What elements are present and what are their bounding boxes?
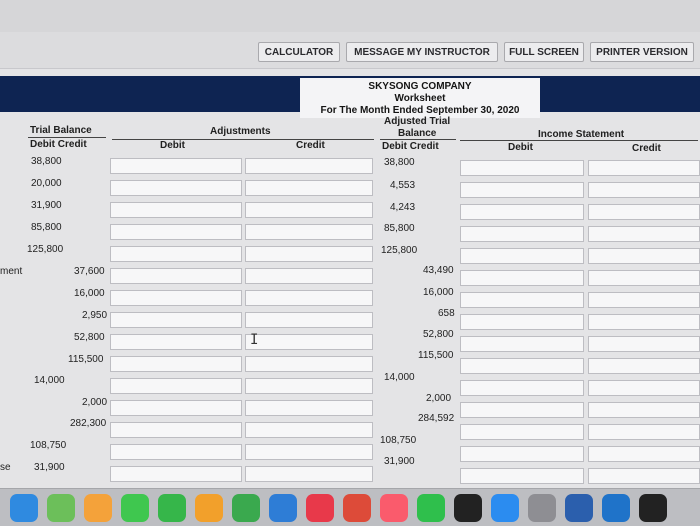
toolbar <box>0 32 700 69</box>
row-label-partial: se <box>0 462 11 473</box>
tb-debit-value: 85,800 <box>31 222 62 233</box>
facetime-icon[interactable] <box>158 494 186 522</box>
is-debit-input[interactable] <box>460 248 584 264</box>
is-debit-input[interactable] <box>460 270 584 286</box>
is-credit-input[interactable] <box>588 358 700 374</box>
adj-credit-input[interactable] <box>245 224 373 240</box>
maps-icon[interactable] <box>47 494 75 522</box>
adj-debit-input[interactable] <box>110 444 242 460</box>
music-icon[interactable] <box>380 494 408 522</box>
finder-icon[interactable] <box>10 494 38 522</box>
atb-credit-value: 43,490 <box>423 265 454 276</box>
atb-credit-value: 284,592 <box>418 413 455 424</box>
adj-debit-input[interactable] <box>110 180 242 196</box>
atb-debit-value: 14,000 <box>384 372 415 383</box>
tb-debit-value: 125,800 <box>27 244 64 255</box>
adj-debit-input[interactable] <box>110 268 242 284</box>
photos-icon[interactable] <box>84 494 112 522</box>
atb-debit-value: 85,800 <box>384 223 415 234</box>
header-trial-balance: Trial Balance <box>30 125 92 136</box>
app-store-icon[interactable] <box>491 494 519 522</box>
header-income-statement: Income Statement <box>538 129 625 140</box>
adj-debit-input[interactable] <box>110 400 242 416</box>
keynote-icon[interactable] <box>269 494 297 522</box>
tb-credit-value: 2,950 <box>82 310 108 321</box>
adj-credit-input[interactable] <box>245 400 373 416</box>
is-credit-input[interactable] <box>588 270 700 286</box>
is-debit-input[interactable] <box>460 424 584 440</box>
adj-debit-input[interactable] <box>110 202 242 218</box>
worksheet-period: For The Month Ended September 30, 2020 <box>320 105 520 116</box>
browser-top-strip <box>0 0 700 32</box>
adj-debit-input[interactable] <box>110 356 242 372</box>
adj-credit-input[interactable] <box>245 444 373 460</box>
header-tb-debit-credit: Debit Credit <box>30 139 87 150</box>
outlook-icon[interactable] <box>602 494 630 522</box>
atb-debit-value: 4,243 <box>390 202 416 213</box>
adj-debit-input[interactable] <box>110 312 242 328</box>
wechat-icon[interactable] <box>417 494 445 522</box>
is-debit-input[interactable] <box>460 336 584 352</box>
atb-debit-value: 38,800 <box>384 157 415 168</box>
tb-underline <box>28 137 106 138</box>
tb-credit-value: 2,000 <box>82 397 108 408</box>
atb-debit-value: 4,553 <box>390 180 416 191</box>
is-debit-input[interactable] <box>460 402 584 418</box>
header-atb-line2: Balance <box>398 128 437 139</box>
header-adj-debit: Debit <box>160 140 185 151</box>
news-icon[interactable] <box>306 494 334 522</box>
is-credit-input[interactable] <box>588 468 700 484</box>
is-credit-input[interactable] <box>588 402 700 418</box>
is-credit-input[interactable] <box>588 204 700 220</box>
adj-credit-input[interactable] <box>245 466 373 482</box>
is-debit-input[interactable] <box>460 380 584 396</box>
adj-debit-input[interactable] <box>110 290 242 306</box>
word-icon[interactable] <box>565 494 593 522</box>
tb-debit-value: 38,800 <box>31 156 62 167</box>
adj-credit-input[interactable] <box>245 422 373 438</box>
adj-credit-input[interactable] <box>245 202 373 218</box>
is-credit-input[interactable] <box>588 314 700 330</box>
tb-credit-value: 282,300 <box>70 418 107 429</box>
header-is-debit: Debit <box>508 142 533 153</box>
adj-credit-input[interactable] <box>245 246 373 262</box>
header-adj-credit: Credit <box>296 140 325 151</box>
is-credit-input[interactable] <box>588 424 700 440</box>
adj-debit-input[interactable] <box>110 158 242 174</box>
adj-credit-input[interactable] <box>245 312 373 328</box>
adj-debit-input[interactable] <box>110 378 242 394</box>
qq-penguin-icon[interactable] <box>639 494 667 522</box>
is-credit-input[interactable] <box>588 182 700 198</box>
adj-debit-input[interactable] <box>110 334 242 350</box>
is-credit-input[interactable] <box>588 446 700 462</box>
adj-credit-input[interactable] <box>245 180 373 196</box>
tb-debit-value: 108,750 <box>30 440 67 451</box>
company-name: SKYSONG COMPANY <box>368 81 472 92</box>
is-credit-input[interactable] <box>588 292 700 308</box>
printer-version-button[interactable]: PRINTER VERSION <box>590 42 694 62</box>
atb-debit-value: 125,800 <box>381 245 418 256</box>
adj-credit-input[interactable] <box>245 356 373 372</box>
atb-debit-value: 31,900 <box>384 456 415 467</box>
tb-debit-value: 20,000 <box>31 178 62 189</box>
is-credit-input[interactable] <box>588 336 700 352</box>
header-atb-debit-credit: Debit Credit <box>382 141 439 152</box>
atb-credit-value: 115,500 <box>418 350 454 361</box>
adj-credit-input[interactable] <box>245 268 373 284</box>
atb-credit-value: 16,000 <box>423 287 454 298</box>
tb-credit-value: 115,500 <box>68 354 104 365</box>
is-debit-input[interactable] <box>460 226 584 242</box>
system-preferences-icon[interactable] <box>528 494 556 522</box>
is-debit-input[interactable] <box>460 314 584 330</box>
header-atb-line1: Adjusted Trial <box>384 116 451 127</box>
text-cursor-icon: I <box>250 332 259 348</box>
atb-debit-value: 108,750 <box>380 435 417 446</box>
tb-credit-value: 31,900 <box>34 462 65 473</box>
calculator-button[interactable]: CALCULATOR <box>258 42 340 62</box>
tb-debit-value: 14,000 <box>34 375 65 386</box>
is-credit-input[interactable] <box>588 226 700 242</box>
atb-credit-value: 658 <box>438 308 455 319</box>
adj-debit-input[interactable] <box>110 466 242 482</box>
numbers-icon[interactable] <box>232 494 260 522</box>
adj-credit-input[interactable] <box>245 290 373 306</box>
messages-icon[interactable] <box>121 494 149 522</box>
header-adjustments: Adjustments <box>210 126 271 137</box>
atb-credit-value: 2,000 <box>426 393 452 404</box>
header-is-credit: Credit <box>632 143 661 154</box>
income-underline <box>460 140 698 141</box>
adj-debit-input[interactable] <box>110 422 242 438</box>
atb-underline <box>380 139 456 140</box>
tb-credit-value: 37,600 <box>74 266 105 277</box>
worksheet-title-block <box>300 78 540 118</box>
is-credit-input[interactable] <box>588 248 700 264</box>
message-instructor-button[interactable]: MESSAGE MY INSTRUCTOR <box>346 42 498 62</box>
tb-debit-value: 31,900 <box>31 200 62 211</box>
qq-icon[interactable] <box>454 494 482 522</box>
is-debit-input[interactable] <box>460 468 584 484</box>
adj-debit-input[interactable] <box>110 224 242 240</box>
atb-credit-value: 52,800 <box>423 329 454 340</box>
is-debit-input[interactable] <box>460 358 584 374</box>
chrome-icon[interactable] <box>343 494 371 522</box>
row-label-partial: ment <box>0 266 23 277</box>
is-credit-input[interactable] <box>588 160 700 176</box>
tb-credit-value: 52,800 <box>74 332 105 343</box>
is-credit-input[interactable] <box>588 380 700 396</box>
pages-icon[interactable] <box>195 494 223 522</box>
is-debit-input[interactable] <box>460 292 584 308</box>
adj-debit-input[interactable] <box>110 246 242 262</box>
worksheet-title: Worksheet <box>394 93 446 104</box>
is-debit-input[interactable] <box>460 160 584 176</box>
adjustments-underline <box>112 139 374 140</box>
full-screen-button[interactable]: FULL SCREEN <box>504 42 584 62</box>
adj-credit-input[interactable] <box>245 334 373 350</box>
is-debit-input[interactable] <box>460 204 584 220</box>
tb-credit-value: 16,000 <box>74 288 105 299</box>
adj-credit-input[interactable] <box>245 378 373 394</box>
is-debit-input[interactable] <box>460 446 584 462</box>
is-debit-input[interactable] <box>460 182 584 198</box>
adj-credit-input[interactable] <box>245 158 373 174</box>
